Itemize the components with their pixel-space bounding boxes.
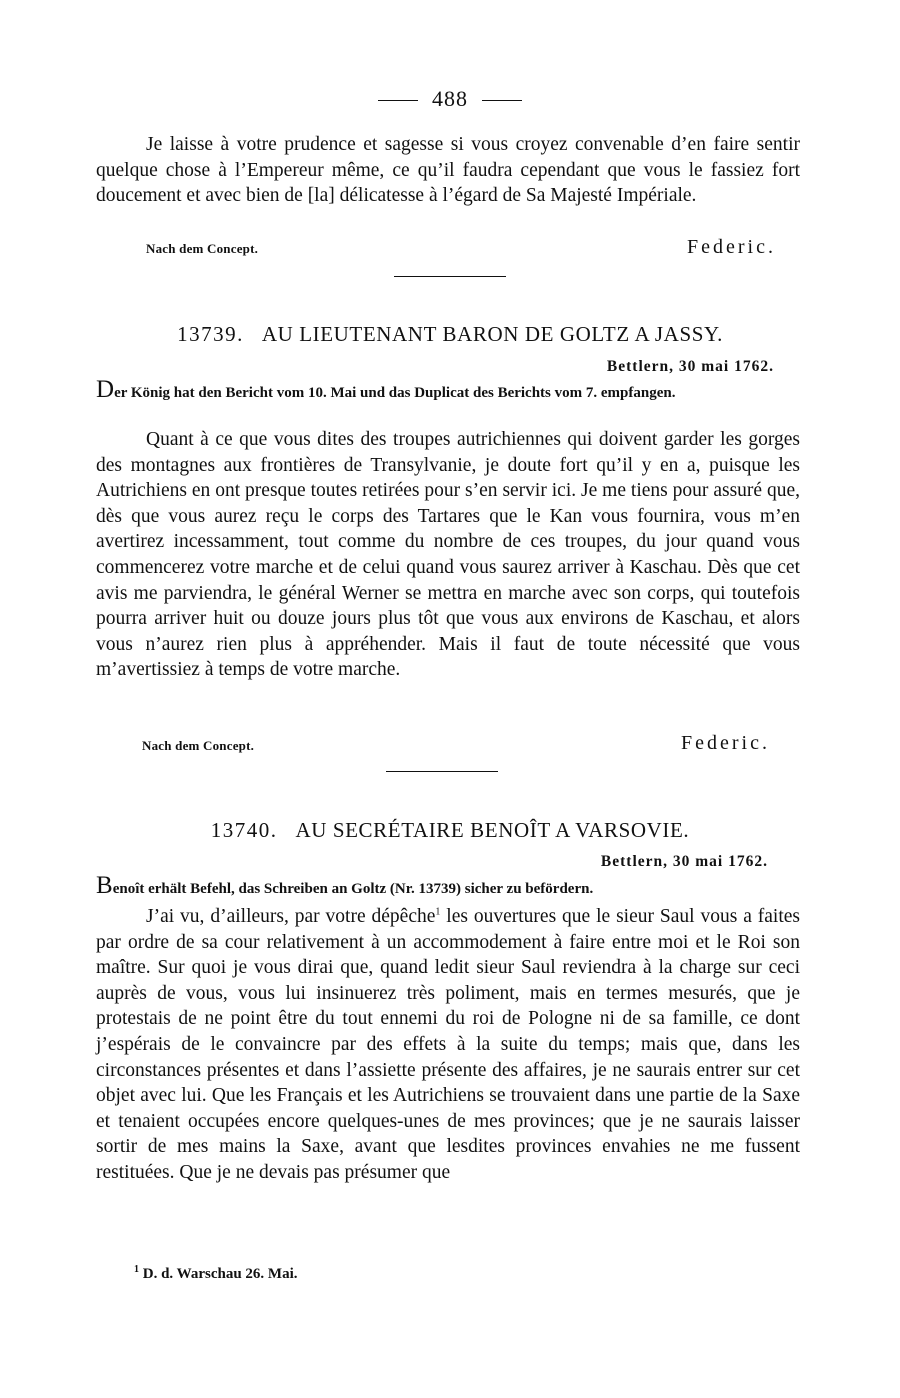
body-text: J’ai vu, d’ailleurs, par votre dépêche <box>146 906 436 927</box>
signature: Federic. <box>681 732 770 754</box>
letter-summary <box>96 376 800 403</box>
letter-summary-block <box>96 872 800 899</box>
letter-dateline: Bettlern, 30 mai 1762. <box>600 853 768 870</box>
summary-initial: D <box>96 376 115 403</box>
letter-body <box>96 904 800 1186</box>
footnote-text: D. d. Warschau 26. Mai. <box>142 1266 298 1282</box>
footnote-reference[interactable]: 1 <box>435 906 441 918</box>
letter-number: 13740. <box>210 818 278 842</box>
continuation-block <box>96 132 800 209</box>
source-note: Nach dem Concept. <box>146 241 259 256</box>
letter-summary-block <box>96 376 800 403</box>
letter-body: Quant à ce que vous dites des troupes autrichiennes qui doivent garder les gorges des montagnes aux frontières de Transylvanie, je doute fort qu’il y en a, puisque les Autrichiens en ont presque toutes retirées pour s’en servir ici. Je me tiens pour assuré que, dès que vous aurez reçu le corps des Tartares que le Kan vous fournira, vous m’en avertirez incessamment, tout comme du nombre de ces troupes, du jour quand vous commencerez votre marche et de celui quand vous saurez arriver à Kaschau. Dès que cet avis me parviendra, le général Werner se mettra en marche avec son corps, qui toutefois pourra arriver huit ou douze jours plus tôt que vous aux environs de Kaschau, et alors vous n’aurez rien plus à appréhender. Mais il faut de toute nécessité que vous m’avertissiez à temps de votre marche. <box>96 429 800 681</box>
letter-number: 13739. <box>177 322 244 346</box>
continuation-paragraph: Je laisse à votre prudence et sagesse si vous croyez convenable d’en faire sentir quelque chose à l’Empereur même, ce qu’il faudra cependant que vous le fassiez fort doucement et avec bien de [la] délicatesse à l’égard de Sa Majesté Impériale. <box>96 134 800 207</box>
continuation-footer <box>96 236 800 264</box>
summary-text: er König hat den Bericht vom 10. Mai und das Duplicat des Berichts vom 7. empfangen. <box>114 385 676 401</box>
page-number-dash-left <box>378 100 418 101</box>
page-number-line <box>0 86 900 112</box>
section-divider <box>394 276 506 277</box>
letter-dateline: Bettlern, 30 mai 1762. <box>606 358 774 375</box>
summary-text: enoît erhält Befehl, das Schreiben an Goltz (Nr. 13739) sicher zu befördern. <box>112 881 594 897</box>
letter-summary <box>96 872 800 899</box>
body-text: les ouvertures que le sieur Saul vous a faites par ordre de sa cour relativement à un accommodement à faire entre moi et le Roi son maître. Sur quoi je vous dirai que, quand ledit sieur Saul reviendra à la charge sur ceci auprès de vous, vous lui insinuerez très poliment, mais en termes mesurés, que je protestais de ne point être du tout ennemi du roi de Pologne ni de sa famille, ce dont j’espérais de le convaincre par des effets à la suite du temps; mais que, dans les circonstances présentes et dans l’assiette présente des affaires, je ne saurais entrer sur cet objet avec lui. Que les Français et les Autrichiens se trouvaient dans une partie de la Saxe et tenaient occupées encore quelques-unes de mes provinces; que je ne saurais laisser sortir de mes mains la Saxe, avant que lesdites provinces envahies ne me fussent restituées. Que je ne devais pas présumer que <box>96 906 800 1183</box>
section-divider <box>386 771 498 772</box>
summary-initial: B <box>96 872 113 899</box>
letter-title: AU SECRÉTAIRE BENOÎT A VARSOVIE. <box>295 818 690 842</box>
footnote <box>134 1266 298 1283</box>
page-number: 488 <box>432 86 468 111</box>
letter-heading <box>0 818 900 843</box>
letter-title: AU LIEUTENANT BARON DE GOLTZ A JASSY. <box>261 322 723 346</box>
footnote-mark: 1 <box>134 1264 139 1275</box>
letter-body-block <box>96 427 800 683</box>
letter-heading <box>0 322 900 347</box>
signature: Federic. <box>687 236 776 258</box>
letter-body-block <box>96 904 800 1186</box>
page-number-dash-right <box>482 100 522 101</box>
source-note: Nach dem Concept. <box>142 738 255 753</box>
letter-footer <box>96 732 800 760</box>
